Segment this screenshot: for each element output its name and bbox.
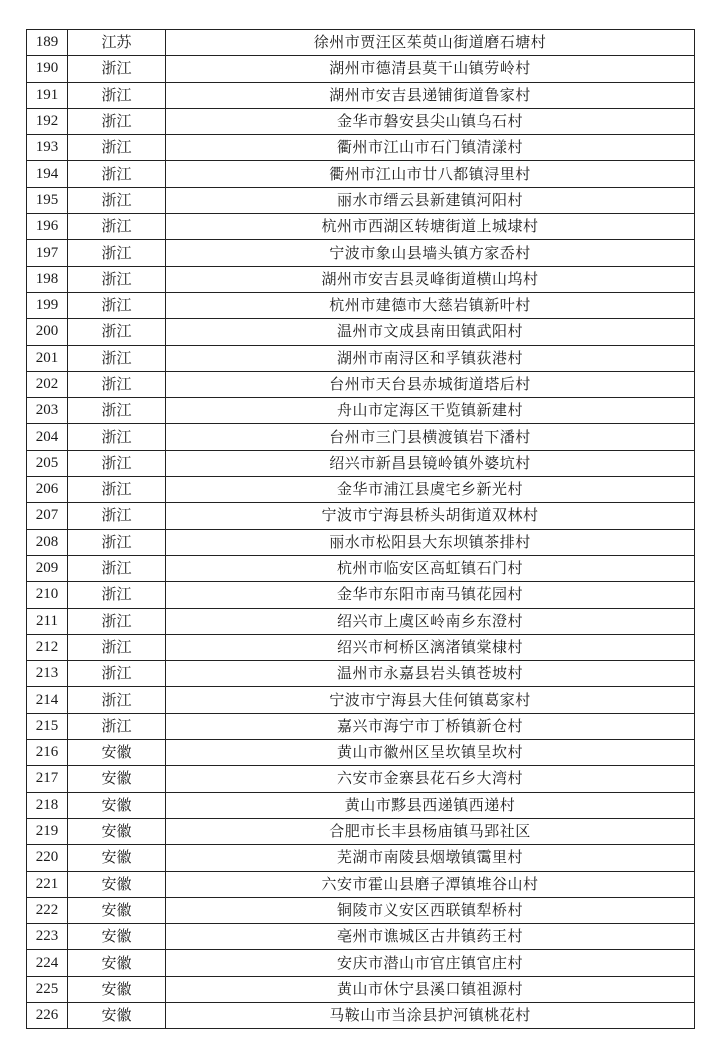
province-cell: 浙江 [68, 529, 166, 555]
row-number-cell: 221 [27, 871, 68, 897]
table-row [27, 503, 695, 529]
table-row [27, 924, 695, 950]
village-name-cell: 杭州市临安区高虹镇石门村 [166, 555, 695, 581]
village-name-cell: 黄山市徽州区呈坎镇呈坎村 [166, 740, 695, 766]
village-name-cell: 亳州市谯城区古井镇药王村 [166, 924, 695, 950]
row-number-cell: 193 [27, 135, 68, 161]
province-cell: 浙江 [68, 135, 166, 161]
village-name-cell: 芜湖市南陵县烟墩镇霭里村 [166, 845, 695, 871]
province-cell: 安徽 [68, 818, 166, 844]
province-cell: 浙江 [68, 713, 166, 739]
village-name-cell: 宁波市宁海县大佳何镇葛家村 [166, 687, 695, 713]
table-row [27, 661, 695, 687]
row-number-cell: 226 [27, 1002, 68, 1028]
province-cell: 安徽 [68, 766, 166, 792]
table-row [27, 766, 695, 792]
province-cell: 浙江 [68, 345, 166, 371]
table-row [27, 240, 695, 266]
table-body [27, 30, 695, 1029]
row-number-cell: 223 [27, 924, 68, 950]
village-name-cell: 绍兴市上虞区岭南乡东澄村 [166, 608, 695, 634]
village-name-cell: 衢州市江山市石门镇清漾村 [166, 135, 695, 161]
village-name-cell: 湖州市南浔区和孚镇荻港村 [166, 345, 695, 371]
village-name-cell: 宁波市象山县墙头镇方家岙村 [166, 240, 695, 266]
village-name-cell: 嘉兴市海宁市丁桥镇新仓村 [166, 713, 695, 739]
province-cell: 浙江 [68, 240, 166, 266]
village-name-cell: 丽水市缙云县新建镇河阳村 [166, 187, 695, 213]
table-row [27, 30, 695, 56]
table-row [27, 319, 695, 345]
row-number-cell: 213 [27, 661, 68, 687]
row-number-cell: 220 [27, 845, 68, 871]
table-row [27, 266, 695, 292]
village-name-cell: 铜陵市义安区西联镇犁桥村 [166, 897, 695, 923]
village-name-cell: 六安市金寨县花石乡大湾村 [166, 766, 695, 792]
table-row [27, 818, 695, 844]
row-number-cell: 191 [27, 82, 68, 108]
row-number-cell: 190 [27, 56, 68, 82]
row-number-cell: 210 [27, 582, 68, 608]
province-cell: 浙江 [68, 687, 166, 713]
table-row [27, 135, 695, 161]
table-row [27, 976, 695, 1002]
province-cell: 浙江 [68, 371, 166, 397]
row-number-cell: 204 [27, 424, 68, 450]
village-list-table [26, 29, 695, 1029]
village-name-cell: 温州市永嘉县岩头镇苍坡村 [166, 661, 695, 687]
province-cell: 江苏 [68, 30, 166, 56]
province-cell: 浙江 [68, 582, 166, 608]
province-cell: 安徽 [68, 871, 166, 897]
province-cell: 安徽 [68, 792, 166, 818]
table-row [27, 687, 695, 713]
table-row [27, 845, 695, 871]
province-cell: 浙江 [68, 319, 166, 345]
row-number-cell: 199 [27, 292, 68, 318]
row-number-cell: 219 [27, 818, 68, 844]
village-name-cell: 杭州市西湖区转塘街道上城埭村 [166, 214, 695, 240]
village-name-cell: 衢州市江山市廿八都镇浔里村 [166, 161, 695, 187]
village-name-cell: 舟山市定海区干览镇新建村 [166, 398, 695, 424]
table-row [27, 161, 695, 187]
row-number-cell: 206 [27, 477, 68, 503]
table-row [27, 214, 695, 240]
row-number-cell: 196 [27, 214, 68, 240]
province-cell: 浙江 [68, 108, 166, 134]
table-row [27, 82, 695, 108]
table-row [27, 713, 695, 739]
province-cell: 浙江 [68, 56, 166, 82]
province-cell: 浙江 [68, 661, 166, 687]
province-cell: 浙江 [68, 477, 166, 503]
village-name-cell: 徐州市贾汪区茱萸山街道磨石塘村 [166, 30, 695, 56]
village-name-cell: 绍兴市柯桥区漓渚镇棠棣村 [166, 634, 695, 660]
table-row [27, 424, 695, 450]
table-row [27, 345, 695, 371]
table-row [27, 608, 695, 634]
village-name-cell: 丽水市松阳县大东坝镇茶排村 [166, 529, 695, 555]
table-row [27, 529, 695, 555]
province-cell: 浙江 [68, 187, 166, 213]
province-cell: 浙江 [68, 161, 166, 187]
row-number-cell: 211 [27, 608, 68, 634]
village-name-cell: 黄山市黟县西递镇西递村 [166, 792, 695, 818]
province-cell: 浙江 [68, 214, 166, 240]
province-cell: 安徽 [68, 1002, 166, 1028]
village-name-cell: 湖州市德清县莫干山镇劳岭村 [166, 56, 695, 82]
table-row [27, 187, 695, 213]
row-number-cell: 208 [27, 529, 68, 555]
row-number-cell: 222 [27, 897, 68, 923]
table-row [27, 740, 695, 766]
village-name-cell: 金华市磐安县尖山镇乌石村 [166, 108, 695, 134]
table-row [27, 582, 695, 608]
row-number-cell: 215 [27, 713, 68, 739]
table-row [27, 634, 695, 660]
table-row [27, 371, 695, 397]
table-row [27, 398, 695, 424]
village-name-cell: 金华市东阳市南马镇花园村 [166, 582, 695, 608]
province-cell: 安徽 [68, 976, 166, 1002]
row-number-cell: 214 [27, 687, 68, 713]
village-name-cell: 宁波市宁海县桥头胡街道双林村 [166, 503, 695, 529]
province-cell: 浙江 [68, 424, 166, 450]
document-page [26, 29, 694, 1029]
row-number-cell: 203 [27, 398, 68, 424]
table-row [27, 792, 695, 818]
province-cell: 浙江 [68, 398, 166, 424]
table-row [27, 871, 695, 897]
table-row [27, 450, 695, 476]
province-cell: 安徽 [68, 845, 166, 871]
row-number-cell: 198 [27, 266, 68, 292]
row-number-cell: 207 [27, 503, 68, 529]
row-number-cell: 224 [27, 950, 68, 976]
row-number-cell: 218 [27, 792, 68, 818]
row-number-cell: 200 [27, 319, 68, 345]
village-name-cell: 金华市浦江县虞宅乡新光村 [166, 477, 695, 503]
table-row [27, 477, 695, 503]
village-name-cell: 湖州市安吉县灵峰街道横山坞村 [166, 266, 695, 292]
row-number-cell: 202 [27, 371, 68, 397]
province-cell: 浙江 [68, 503, 166, 529]
province-cell: 浙江 [68, 266, 166, 292]
province-cell: 浙江 [68, 634, 166, 660]
province-cell: 安徽 [68, 740, 166, 766]
row-number-cell: 209 [27, 555, 68, 581]
table-row [27, 950, 695, 976]
row-number-cell: 194 [27, 161, 68, 187]
table-row [27, 897, 695, 923]
province-cell: 安徽 [68, 924, 166, 950]
village-name-cell: 黄山市休宁县溪口镇祖源村 [166, 976, 695, 1002]
village-name-cell: 温州市文成县南田镇武阳村 [166, 319, 695, 345]
province-cell: 浙江 [68, 292, 166, 318]
row-number-cell: 217 [27, 766, 68, 792]
row-number-cell: 189 [27, 30, 68, 56]
row-number-cell: 195 [27, 187, 68, 213]
row-number-cell: 225 [27, 976, 68, 1002]
row-number-cell: 192 [27, 108, 68, 134]
village-name-cell: 台州市三门县横渡镇岩下潘村 [166, 424, 695, 450]
province-cell: 浙江 [68, 555, 166, 581]
village-name-cell: 绍兴市新昌县镜岭镇外婆坑村 [166, 450, 695, 476]
village-name-cell: 安庆市潜山市官庄镇官庄村 [166, 950, 695, 976]
table-row [27, 1002, 695, 1028]
table-row [27, 555, 695, 581]
village-name-cell: 杭州市建德市大慈岩镇新叶村 [166, 292, 695, 318]
village-name-cell: 台州市天台县赤城街道塔后村 [166, 371, 695, 397]
village-name-cell: 六安市霍山县磨子潭镇堆谷山村 [166, 871, 695, 897]
village-name-cell: 马鞍山市当涂县护河镇桃花村 [166, 1002, 695, 1028]
table-row [27, 108, 695, 134]
village-name-cell: 湖州市安吉县递铺街道鲁家村 [166, 82, 695, 108]
village-name-cell: 合肥市长丰县杨庙镇马郢社区 [166, 818, 695, 844]
province-cell: 浙江 [68, 608, 166, 634]
province-cell: 浙江 [68, 450, 166, 476]
row-number-cell: 201 [27, 345, 68, 371]
row-number-cell: 197 [27, 240, 68, 266]
row-number-cell: 212 [27, 634, 68, 660]
table-row [27, 292, 695, 318]
province-cell: 安徽 [68, 897, 166, 923]
row-number-cell: 216 [27, 740, 68, 766]
province-cell: 浙江 [68, 82, 166, 108]
row-number-cell: 205 [27, 450, 68, 476]
province-cell: 安徽 [68, 950, 166, 976]
table-row [27, 56, 695, 82]
